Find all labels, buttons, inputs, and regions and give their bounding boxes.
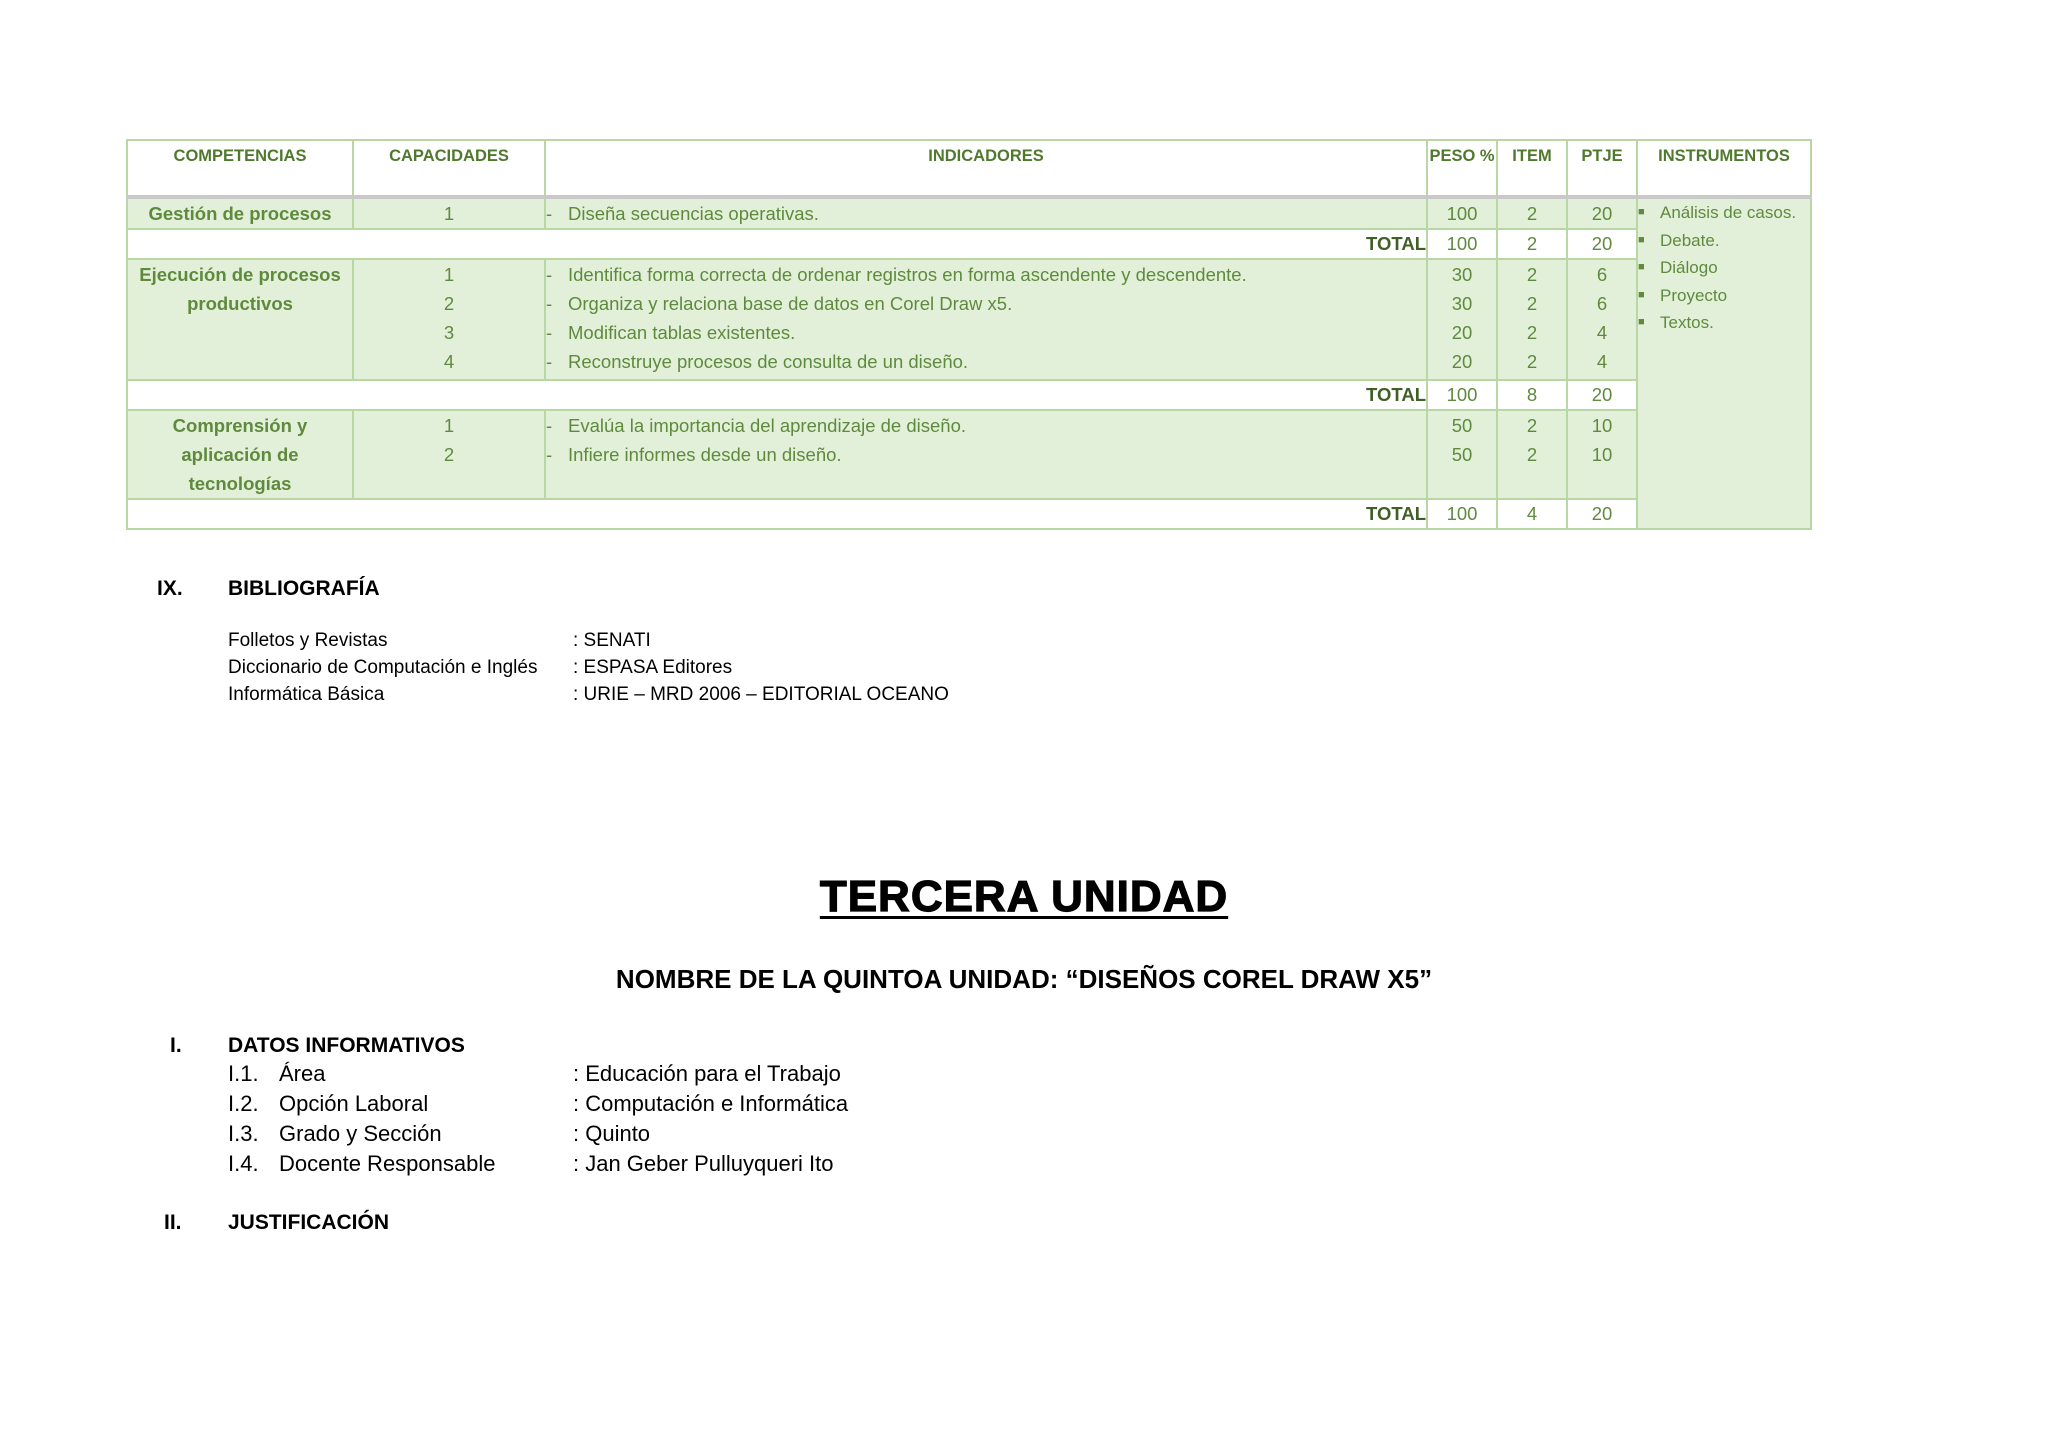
instrumentos-cell [1637,197,1811,529]
indicador-text: Diseña secuencias operativas. [568,203,819,224]
instrumento-item [1638,282,1810,310]
total-row [127,380,1811,410]
bullet-icon: ■ [1638,316,1645,328]
header-item: ITEM [1497,140,1567,197]
instrumento-item [1638,309,1810,337]
instrumento-text: Proyecto [1660,285,1728,305]
total-label: TOTAL [127,229,1427,259]
peso-cell: 50 50 [1427,410,1497,499]
peso-cell: 100 [1427,197,1497,229]
instrumento-text: Textos. [1660,313,1714,332]
total-item: 8 [1497,380,1567,410]
indicador-text: Infiere informes desde un diseño. [568,444,842,465]
total-item: 2 [1497,229,1567,259]
bullet-icon: ■ [1638,288,1645,301]
total-peso: 100 [1427,380,1497,410]
header-capacidades: CAPACIDADES [353,140,545,197]
list-item: I.2. Opción Laboral : Computación e Informática [228,1091,849,1116]
total-item: 4 [1497,499,1567,529]
section-title-datos: DATOS INFORMATIVOS [228,1034,465,1057]
section-number: II. [164,1211,182,1234]
table-row [127,259,1811,380]
bib-value: : SENATI [573,630,651,651]
indicador-text: Organiza y relaciona base de datos en Corel Draw x5. [568,293,1013,314]
header-indicadores: INDICADORES [545,140,1427,197]
section-title-bibliografia: BIBLIOGRAFÍA [228,577,380,600]
total-peso: 100 [1427,499,1497,529]
item-cell: 2 2 2 2 [1497,259,1567,380]
total-row [127,499,1811,529]
capacidad-cell: 1 2 3 4 [353,259,545,380]
header-instrumentos: INSTRUMENTOS [1637,140,1811,197]
header-peso: PESO % [1427,140,1497,197]
bib-value: : URIE – MRD 2006 – EDITORIAL OCEANO [573,684,949,705]
instrumento-text: Debate. [1660,230,1720,250]
competencia-cell: Ejecución de procesos productivos [127,259,353,380]
header-ptje: PTJE [1567,140,1637,197]
total-label: TOTAL [127,380,1427,410]
total-ptje: 20 [1567,229,1637,259]
instrumento-item [1638,199,1810,227]
indicador-cell: - Evalúa la importancia del aprendizaje de diseño. - Infiere informes desde un diseño. [545,410,1427,499]
indicador-text: Evalúa la importancia del aprendizaje de diseño. [568,415,967,436]
competencia-cell: Gestión de procesos [127,197,353,229]
instrumento-item [1638,254,1810,282]
instrumento-item [1638,227,1810,255]
capacidad-cell: 1 2 [353,410,545,499]
table-row [127,410,1811,499]
total-peso: 100 [1427,229,1497,259]
total-ptje: 20 [1567,499,1637,529]
ptje-cell: 6 6 4 4 [1567,259,1637,380]
competencia-cell: Comprensión y aplicación de tecnologías [127,410,353,499]
ptje-cell: 10 10 [1567,410,1637,499]
indicador-cell: - Identifica forma correcta de ordenar registros en forma ascendente y descendente. - Organiza y relaciona base de datos en Corel Draw x5. - Modifican tablas existentes. - Reconstruye procesos de consulta de un diseño. [545,259,1427,380]
bullet-icon: ■ [1638,233,1645,246]
list-item: I.4. Docente Responsable : Jan Geber Pulluyqueri Ito [228,1151,834,1176]
total-label: TOTAL [127,499,1427,529]
bullet-icon: ■ [1638,206,1645,218]
capacidad-cell: 1 [353,197,545,229]
bullet-icon: ■ [1638,261,1645,273]
list-item [228,681,949,708]
bib-key: Folletos y Revistas [228,630,388,651]
list-item: I.1. Área : Educación para el Trabajo [228,1061,841,1086]
indicador-text: Reconstruye procesos de consulta de un diseño. [568,351,969,372]
indicador-cell: - Diseña secuencias operativas. [545,197,1427,229]
bib-value: : ESPASA Editores [573,657,733,678]
bib-key: Informática Básica [228,684,385,705]
total-ptje: 20 [1567,380,1637,410]
bibliografia-list [228,627,949,708]
list-item: I.3. Grado y Sección : Quinto [228,1121,651,1146]
indicador-text: Identifica forma correcta de ordenar registros en forma ascendente y descendente. [568,264,1247,285]
peso-cell: 30 30 20 20 [1427,259,1497,380]
item-cell: 2 [1497,197,1567,229]
unit-subtitle: NOMBRE DE LA QUINTOA UNIDAD: “DISEÑOS COREL DRAW X5” [615,964,1433,994]
item-cell: 2 2 [1497,410,1567,499]
instrumento-text: Análisis de casos. [1660,203,1797,222]
list-item [228,627,949,654]
instrumento-text: Diálogo [1660,258,1718,277]
section-title-justificacion: JUSTIFICACIÓN [228,1211,390,1234]
section-number: I. [170,1034,182,1057]
list-item [228,654,949,681]
ptje-cell: 20 [1567,197,1637,229]
section-number: IX. [157,577,183,600]
table-header-row [127,140,1811,197]
header-competencias: COMPETENCIAS [127,140,353,197]
indicador-text: Modifican tablas existentes. [568,322,796,343]
evaluation-table [126,139,1812,530]
bib-key: Diccionario de Computación e Inglés [228,657,538,678]
unit-title: TERCERA UNIDAD [819,872,1229,921]
datos-list [228,1059,848,1179]
table-row [127,197,1811,229]
total-row [127,229,1811,259]
